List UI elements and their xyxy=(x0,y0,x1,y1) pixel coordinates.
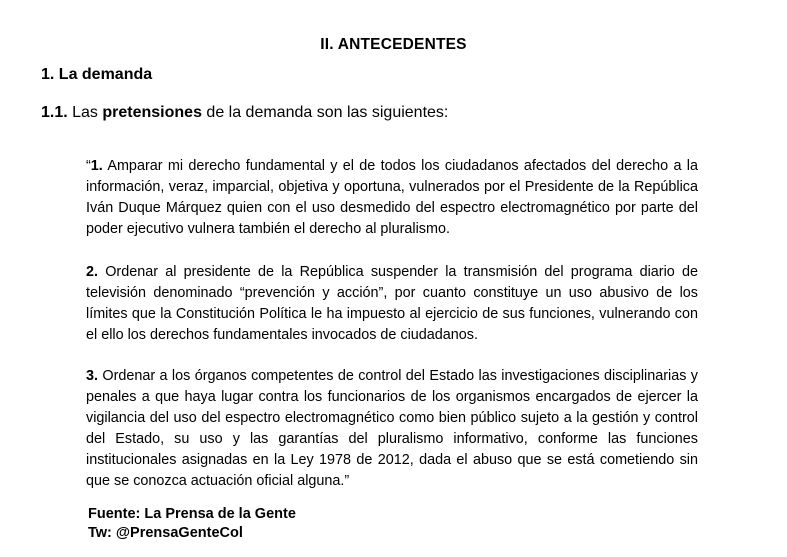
item-text: Ordenar a los órganos competentes de control del Estado las investigaciones disciplinarias y penales a que haya lugar contra los funcionarios de los organismos encargados de ejercer la vigilancia del uso del espectro electromagnético como bien público sujeto a la gestión y control del Estado, su uso y las garantías del pluralismo informativo, conforme las funciones institucionales asignadas en la Ley 1978 de 2012, dada el abuso que se está cometiendo sin que se conozca actuación oficial alguna.” xyxy=(86,368,698,489)
item-text: Amparar mi derecho fundamental y el de todos los ciudadanos afectados del derecho a la información, veraz, imparcial, objetiva y oportuna, vulnerados por el Presidente de la República Iván Duque Márquez quien con el uso desmedido del espectro electromagnético por parte del poder ejecutivo vulnera también el derecho al pluralismo. xyxy=(86,158,698,237)
twitter-handle: Tw: @PrensaGenteCol xyxy=(88,525,243,541)
heading-text-pre: Las xyxy=(67,104,103,121)
heading-text-post: de la demanda son las siguientes: xyxy=(201,104,449,121)
open-quote: “ xyxy=(86,158,91,174)
section-title: II. ANTECEDENTES xyxy=(320,36,467,53)
item-number: 1. xyxy=(90,158,103,174)
heading-text-strong: pretensiones xyxy=(102,104,202,121)
pretension-item-3 xyxy=(86,366,698,492)
heading-pretensiones xyxy=(41,104,448,122)
pretension-item-2 xyxy=(86,262,698,346)
heading-number: 1.1. xyxy=(41,104,68,121)
item-number: 3. xyxy=(86,368,99,384)
item-text: Ordenar al presidente de la República suspender la transmisión del programa diario de televisión denominado “prevención y acción”, por cuanto constituye un uso abusivo de los límites que la Constitución Política le ha impuesto al ejercicio de sus funciones, vulnerando con el ello los derechos fundamentales invocados de ciudadanos. xyxy=(86,264,698,343)
source-line: Fuente: La Prensa de la Gente xyxy=(88,506,296,522)
pretension-item-1 xyxy=(86,156,698,240)
heading-la-demanda: 1. La demanda xyxy=(41,66,153,83)
item-number: 2. xyxy=(86,264,99,280)
